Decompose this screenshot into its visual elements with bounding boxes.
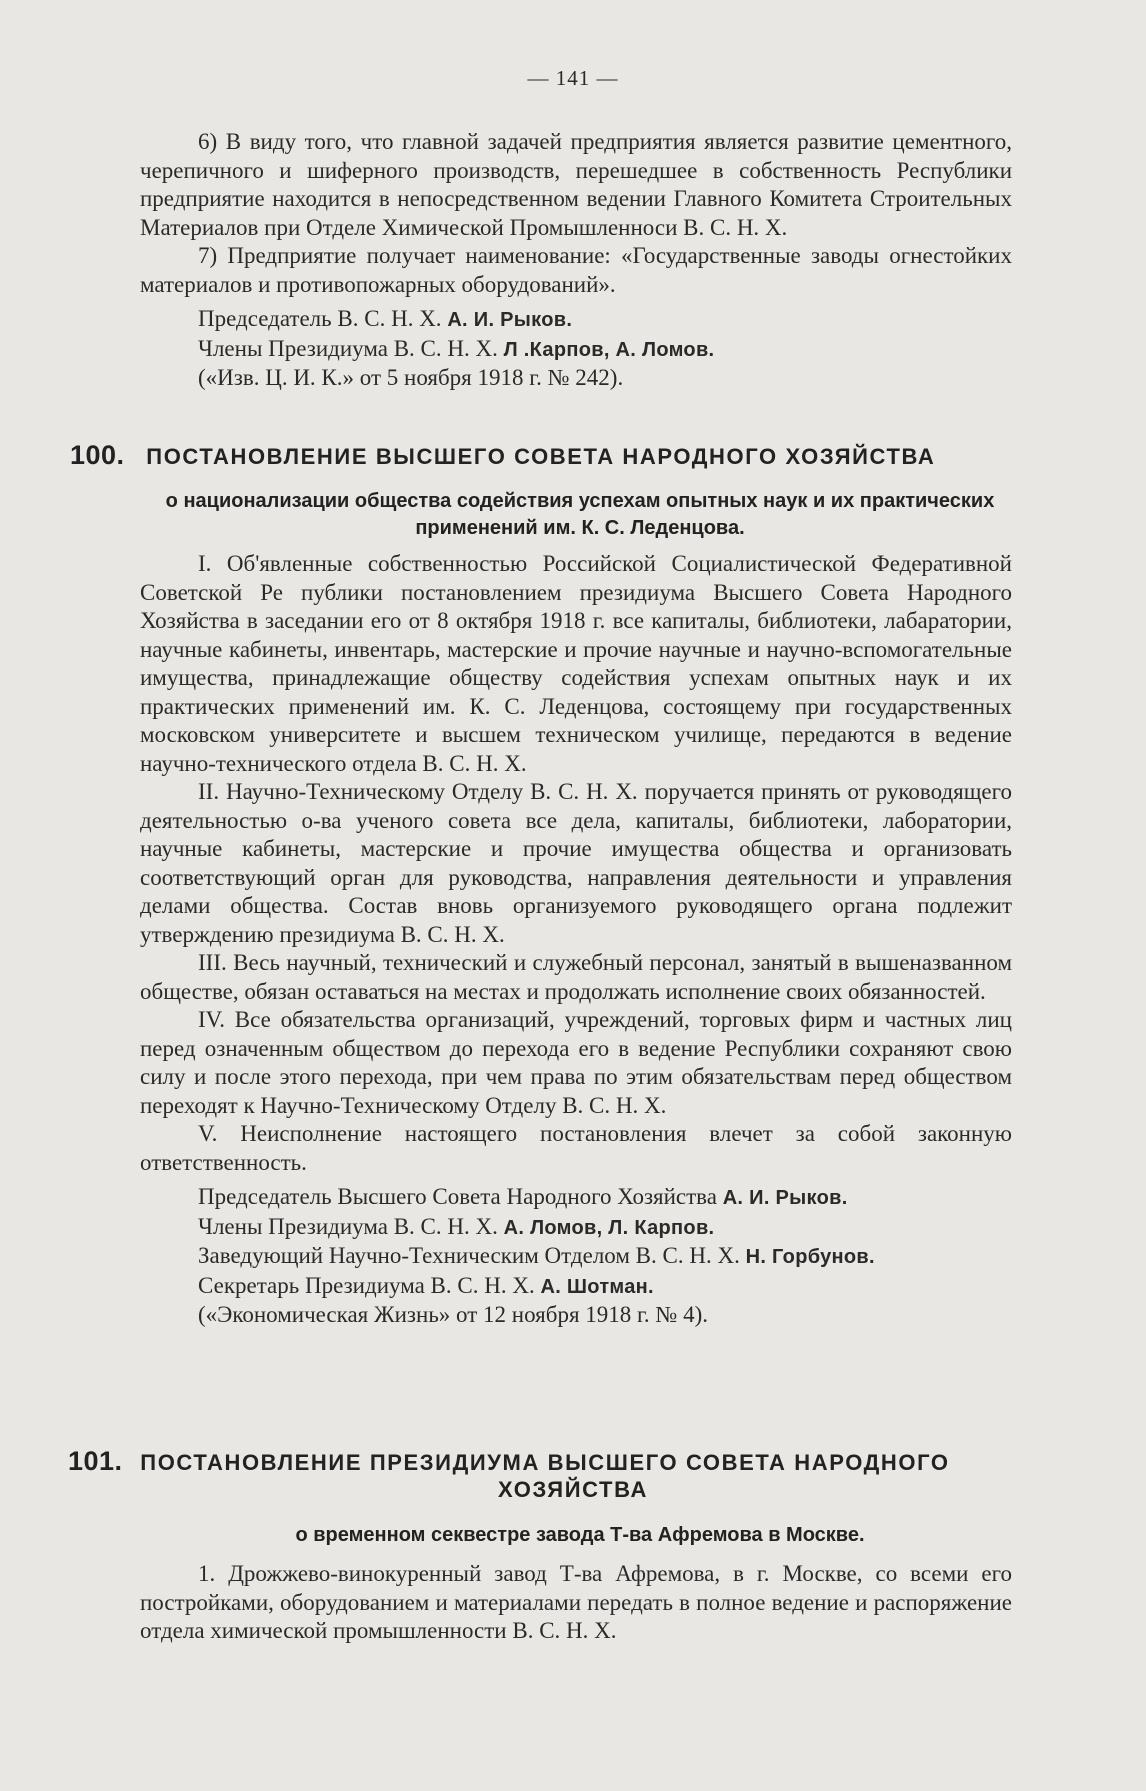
signature-members-names: Л .Карпов, А. Ломов. <box>503 338 715 361</box>
doc101-number: 101. <box>68 1446 123 1476</box>
signature-members <box>140 335 1012 365</box>
doc100-signature-1 <box>140 1183 1012 1213</box>
doc100-signature-2 <box>140 1213 1012 1243</box>
doc100-source-citation: («Экономическая Жизнь» от 12 ноября 1918 г. № 4). <box>198 1302 708 1327</box>
doc100-paragraph-2: II. Научно-Техническому Отделу В. С. Н. Х. поручается принять от руководящего деятельностью о-ва ученого совета все дела, капиталы, библиотеки, лаборатории, научные кабинеты, мастерские и прочие имущества общества и организовать соответствующий орган для руководства, направления деятельности и управления делами общества. Состав вновь организуемого руководящего органа подлежит утверждению президиума В. С. Н. Х. <box>140 779 1012 947</box>
doc101-subtitle: о временном секвестре завода Т-ва Афремова в Москве. <box>295 1524 865 1546</box>
doc100-paragraph-3: III. Весь научный, технический и служебный персонал, занятый в вышеназванном обществе, обязан оставаться на местах и продолжать исполнение своих обязанностей. <box>140 950 1012 1004</box>
doc100-signature-3-prefix: Заведующий Научно-Техническим Отделом В. С. Н. Х. <box>198 1243 740 1268</box>
doc100-signature-1-name: А. И. Рыков. <box>722 1187 848 1209</box>
page-number: — 141 — <box>527 66 619 90</box>
doc100-title: ПОСТАНОВЛЕНИЕ ВЫСШЕГО СОВЕТА НАРОДНОГО ХОЗЯЙСТВА <box>146 444 936 469</box>
doc100-subtitle: о национализации общества содействия успехам опытных наук и их практических применений им. К. С. Леденцова. <box>165 490 995 539</box>
doc101-title-line2: ХОЗЯЙСТВА <box>498 1477 648 1502</box>
paragraph-6: 6) В виду того, что главной задачей предприятия является развитие цементного, черепичного и шиферного производств, перешедшее в собственность Республики предприятие находится в непосредственном ведении Главного Комитета Строительных Материалов при Отделе Химической Промышленноси В. С. Н. Х. <box>140 129 1012 240</box>
source-citation: («Изв. Ц. И. К.» от 5 ноября 1918 г. № 242). <box>198 365 624 390</box>
doc100-signature-2-prefix: Члены Президиума В. С. Н. Х. <box>198 1213 498 1239</box>
doc100-signature-3-name: Н. Горбунов. <box>745 1246 875 1268</box>
doc100-signature-4 <box>140 1272 1012 1302</box>
doc101-title-line1: ПОСТАНОВЛЕНИЕ ПРЕЗИДИУМА ВЫСШЕГО СОВЕТА НАРОДНОГО <box>140 1450 950 1475</box>
doc101-heading <box>68 1446 1078 1503</box>
signature-chair-prefix: Председатель В. С. Н. Х. <box>198 306 442 331</box>
doc100-signature-2-name: А. Ломов, Л. Карпов. <box>503 1216 715 1239</box>
doc100-paragraph-1: I. Об'явленные собственностью Российской Социалистической Федеративной Советской Ре публики постановлением президиума Высшего Совета Народного Хозяйства в заседании его от 8 октября 1918 г. все капиталы, библиотеки, лабаратории, научные кабинеты, инвентарь, мастерские и прочие научные и научно-вспомогательные имущества, принадлежащие обществу содействия успехам опытных наук и их практических применений им. К. С. Леденцова, состоящему при государственных московском университете и высшем техническом училище, передаются в ведение научно-технического отдела В. С. Н. Х. <box>140 551 1012 776</box>
doc100-paragraph-4: IV. Все обязательства организаций, учреждений, торговых фирм и частных лиц перед означенным обществом до перехода его в ведение Республики сохраняют свою силу и после этого перехода, при чем права по этим обязательствам перед обществом переходят к Научно-Техническому Отделу В. С. Н. Х. <box>140 1007 1012 1118</box>
doc100-body <box>140 550 1012 1330</box>
doc100-signature-4-prefix: Секретарь Президиума В. С. Н. Х. <box>198 1272 535 1298</box>
doc100-number: 100. <box>70 440 125 470</box>
doc100-signature-4-name: А. Шотман. <box>540 1275 654 1298</box>
doc101-paragraph-1: 1. Дрожжево-винокуренный завод Т-ва Афремова, в г. Москве, со всеми его постройками, оборудованием и материалами передать в полное ведение и распоряжение отдела химической промышленности В. С. Н. Х. <box>140 1561 1012 1643</box>
intro-block <box>140 128 1012 393</box>
doc100-paragraph-5: V. Неисполнение настоящего постановления влечет за собой законную ответственность. <box>140 1121 1012 1175</box>
doc101-body <box>140 1560 1012 1646</box>
doc100-signature-3 <box>140 1242 1012 1272</box>
paragraph-7: 7) Предприятие получает наименование: «Государственные заводы огнестойких материалов и противопожарных оборудований». <box>140 243 1012 297</box>
signature-members-prefix: Члены Президиума В. С. Н. Х. <box>198 335 498 361</box>
doc100-heading <box>70 440 1080 471</box>
signature-chair-name: А. И. Рыков. <box>447 309 573 331</box>
signature-chair <box>140 305 1012 335</box>
doc100-signature-1-prefix: Председатель Высшего Совета Народного Хозяйства <box>198 1184 717 1209</box>
